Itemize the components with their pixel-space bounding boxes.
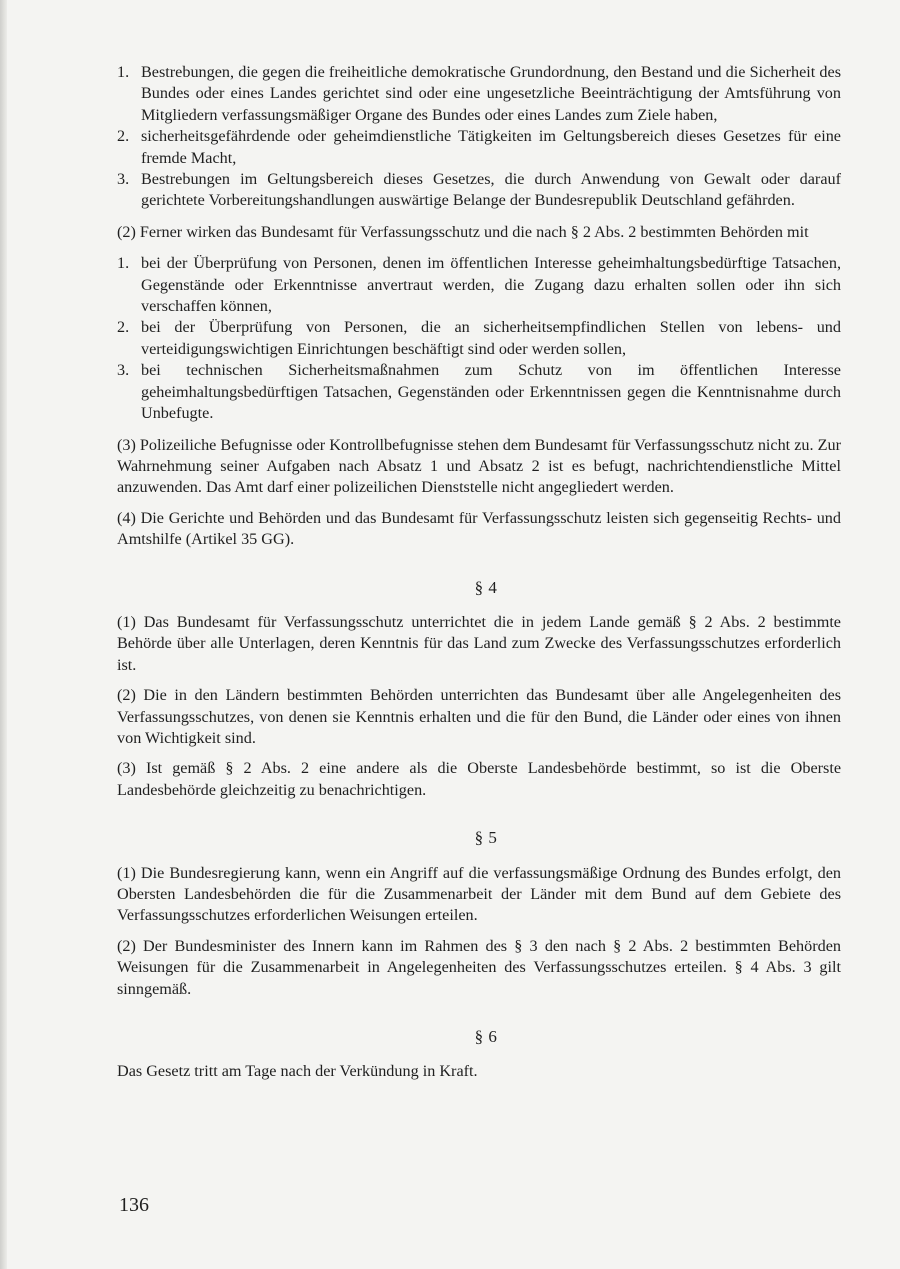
paragraph-3-4: (4) Die Gerichte und Behörden und das Bundesamt für Verfassungsschutz leisten sich gegenseitig Rechts- und Amtshilfe (Artikel 35 GG). <box>117 508 841 549</box>
list-number: 1. <box>117 254 130 273</box>
list-number: 2. <box>117 127 130 146</box>
paragraph-4-1: (1) Das Bundesamt für Verfassungsschutz unterrichtet die in jedem Lande gemäß § 2 Abs. 2 bestimmte Behörde über alle Unterlagen, deren Kenntnis für das Land zum Zwecke des Verfassungsschutzes erforderlich ist. <box>117 612 841 674</box>
list-number: 1. <box>117 63 130 81</box>
list-item-text: bei der Überprüfung von Personen, denen im öffentlichen Interesse geheimhaltungsbedürftige Tatsachen, Gegenstände oder Erkenntnisse anvertraut werden, die Zugang dazu erhalten sollen oder ihn sich verschaffen können, <box>141 254 841 316</box>
list-item <box>117 253 841 317</box>
list-item-text: sicherheitsgefährdende oder geheimdienstliche Tätigkeiten im Geltungsbereich dieses Gesetzes für eine fremde Macht, <box>141 127 841 167</box>
paragraph-3-3: (3) Polizeiliche Befugnisse oder Kontrollbefugnisse stehen dem Bundesamt für Verfassungsschutz nicht zu. Zur Wahrnehmung seiner Aufgaben nach Absatz 1 und Absatz 2 ist es befugt, nachrichtendienstliche Mittel anzuwenden. Das Amt darf einer polizeilichen Dienststelle nicht angegliedert werden. <box>117 435 841 497</box>
paragraph-4-3: (3) Ist gemäß § 2 Abs. 2 eine andere als die Oberste Landesbehörde bestimmt, so ist die Oberste Landesbehörde gleichzeitig zu benachrichtigen. <box>117 759 841 799</box>
section-heading-6: § 6 <box>474 1027 498 1047</box>
paragraph-5-1: (1) Die Bundesregierung kann, wenn ein Angriff auf die verfassungsmäßige Ordnung des Bundes erfolgt, den Obersten Landesbehörden die für die Zusammenarbeit der Länder mit dem Bund auf dem Gebiete des Verfassungsschutzes erforderlichen Weisungen erteilen. <box>117 863 841 925</box>
list-item <box>117 360 841 424</box>
list-bestrebungen <box>117 62 841 212</box>
list-item-text: Bestrebungen im Geltungsbereich dieses Gesetzes, die durch Anwendung von Gewalt oder darauf gerichtete Vorbereitungshandlungen auswärtige Belange der Bundesrepublik Deutschland gefährden. <box>141 170 841 210</box>
document-body <box>117 62 841 1083</box>
list-item-text: bei der Überprüfung von Personen, die an sicherheitsempfindlichen Stellen von lebens- und verteidigungswichtigen Einrichtungen beschäftigt sind oder werden sollen, <box>141 318 841 358</box>
list-item-text: bei technischen Sicherheitsmaßnahmen zum Schutz von im öffentlichen Interesse geheimhaltungsbedürftigen Tatsachen, Gegenständen oder Erkenntnissen gegen die Kenntnisnahme durch Unbefugte. <box>141 361 841 423</box>
section-heading-5: § 5 <box>474 828 498 848</box>
page-edge-shadow <box>0 0 7 1269</box>
page-number: 136 <box>119 1194 149 1216</box>
list-number: 3. <box>117 170 130 189</box>
paragraph-4-2: (2) Die in den Ländern bestimmten Behörden unterrichten das Bundesamt über alle Angelegenheiten des Verfassungsschutzes, von denen sie Kenntnis erhalten und die für den Bund, die Länder oder eines von ihnen von Wichtigkeit sind. <box>117 686 841 747</box>
list-item <box>117 62 841 126</box>
paragraph-3-2: (2) Ferner wirken das Bundesamt für Verfassungsschutz und die nach § 2 Abs. 2 bestimmten Behörden mit <box>117 222 809 241</box>
list-item <box>117 317 841 360</box>
paragraph-6: Das Gesetz tritt am Tage nach der Verkündung in Kraft. <box>117 1062 478 1081</box>
section-heading-4: § 4 <box>474 577 498 597</box>
list-item-text: Bestrebungen, die gegen die freiheitliche demokratische Grundordnung, den Bestand und die Sicherheit des Bundes oder eines Landes gerichtet sind oder eine ungesetzliche Beeinträchtigung der Amtsführung von Mitgliedern verfassungsmäßiger Organe des Bundes oder eines Landes zum Ziele haben, <box>141 63 841 124</box>
list-number: 3. <box>117 361 130 380</box>
list-item <box>117 169 841 212</box>
list-mitwirkung <box>117 253 841 424</box>
list-item <box>117 126 841 169</box>
paragraph-5-2: (2) Der Bundesminister des Innern kann im Rahmen des § 3 den nach § 2 Abs. 2 bestimmten Behörden Weisungen für die Zusammenarbeit in Angelegenheiten des Verfassungsschutzes erteilen. § 4 Abs. 3 gilt sinngemäß. <box>117 936 841 998</box>
list-number: 2. <box>117 318 130 337</box>
